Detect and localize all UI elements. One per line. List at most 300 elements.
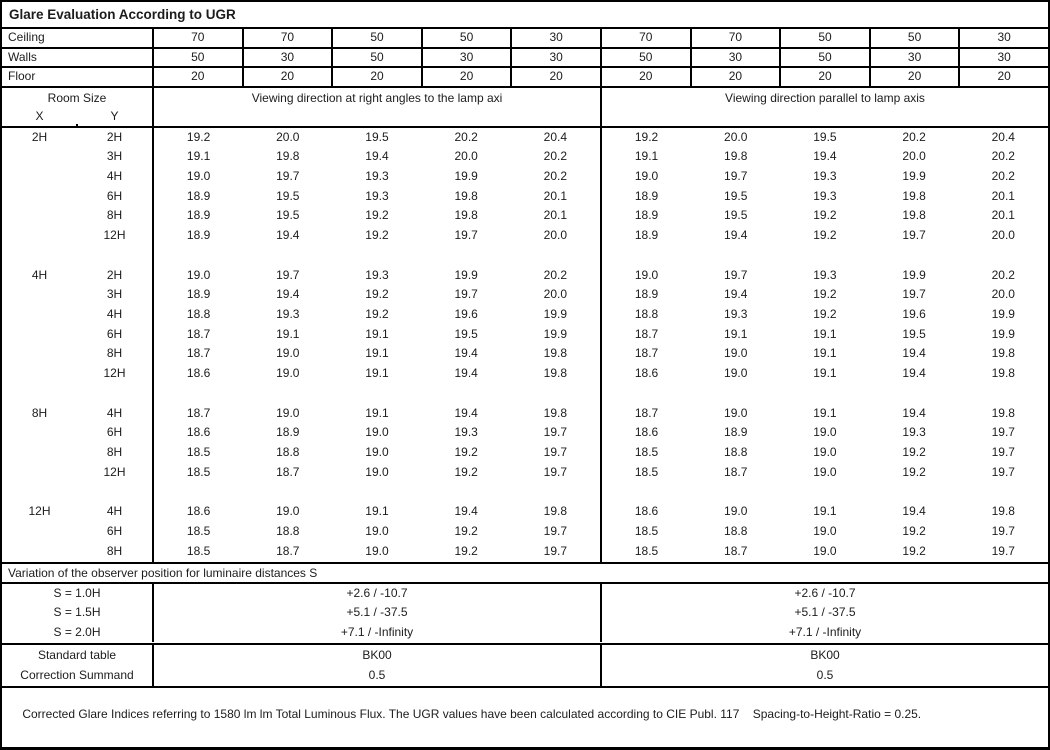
ugr-value: 19.4 <box>454 366 478 381</box>
ugr-value: 18.6 <box>634 366 659 381</box>
ugr-value: 19.4 <box>902 504 926 519</box>
table-row <box>2 522 1048 542</box>
ugr-value: 20.2 <box>991 149 1015 164</box>
label-column-divider <box>152 128 154 562</box>
surface-value: 50 <box>421 29 511 47</box>
ugr-value: 19.4 <box>276 228 300 243</box>
table-row <box>2 463 1048 483</box>
ugr-value: 18.8 <box>634 306 659 321</box>
table-row <box>2 266 1048 286</box>
ugr-value: 18.9 <box>186 208 211 223</box>
ugr-value: 20.2 <box>543 149 568 164</box>
summary-label: Standard table <box>37 647 117 662</box>
ugr-value: 19.2 <box>454 464 478 479</box>
ugr-value: 19.4 <box>454 504 478 519</box>
ugr-value: 18.9 <box>724 425 748 440</box>
ugr-value: 19.7 <box>902 228 926 243</box>
ugr-value: 19.3 <box>454 425 478 440</box>
surface-value: 70 <box>242 29 332 47</box>
ugr-value: 19.7 <box>724 168 748 183</box>
ugr-value: 19.8 <box>724 149 748 164</box>
ugr-value: 18.5 <box>186 523 211 538</box>
ugr-value: 19.2 <box>902 445 926 459</box>
surface-value: 20 <box>958 68 1048 86</box>
room-y-value: 3H <box>106 149 123 164</box>
ugr-value: 18.8 <box>724 523 748 538</box>
room-x-value <box>2 542 77 562</box>
ugr-value: 19.1 <box>724 326 748 341</box>
ugr-value: 19.5 <box>276 188 300 203</box>
ugr-value: 19.3 <box>813 168 837 183</box>
ugr-value: 19.2 <box>902 464 926 479</box>
ugr-value: 20.2 <box>454 129 478 144</box>
variation-row-item <box>2 623 1048 643</box>
ugr-value: 19.7 <box>991 445 1015 459</box>
summary-value-left: 0.5 <box>152 665 600 686</box>
ugr-value: 19.2 <box>454 523 478 538</box>
surface-rows <box>2 29 1048 88</box>
ugr-value: 19.0 <box>813 543 837 558</box>
table-row <box>2 344 1048 364</box>
summary-row <box>2 645 1048 666</box>
ugr-value: 19.2 <box>634 129 659 144</box>
room-x-value <box>2 325 77 345</box>
table-row <box>2 206 1048 226</box>
table-half-divider <box>600 128 602 562</box>
ugr-value: 19.9 <box>991 326 1015 341</box>
ugr-value: 18.7 <box>186 405 211 420</box>
ugr-value: 20.0 <box>276 129 300 144</box>
ugr-value: 18.7 <box>276 543 300 558</box>
room-x-value <box>2 167 77 187</box>
ugr-value: 19.9 <box>543 306 568 321</box>
room-y-value: 6H <box>106 188 123 203</box>
ugr-value: 18.6 <box>186 504 211 519</box>
surface-value: 50 <box>331 29 421 47</box>
room-y-value: 4H <box>106 405 123 420</box>
surface-value: 30 <box>242 49 332 67</box>
block-spacer <box>2 246 1048 266</box>
ugr-value: 19.0 <box>276 366 300 381</box>
table-row <box>2 305 1048 325</box>
surface-row-label: Walls <box>8 49 37 64</box>
ugr-value: 20.1 <box>543 188 568 203</box>
ugr-value: 19.2 <box>813 208 837 223</box>
ugr-value: 20.2 <box>543 168 568 183</box>
ugr-value: 19.7 <box>543 543 568 558</box>
ugr-value: 19.4 <box>902 346 926 361</box>
ugr-value: 19.3 <box>813 267 837 282</box>
ugr-value: 19.4 <box>276 287 300 302</box>
surface-row <box>2 49 1048 69</box>
ugr-value: 20.2 <box>902 129 926 144</box>
ugr-value: 19.4 <box>724 287 748 302</box>
ugr-value: 19.7 <box>454 228 478 243</box>
room-y-value: 12H <box>103 366 126 381</box>
surface-value: 70 <box>600 29 690 47</box>
ugr-value: 19.1 <box>813 346 837 361</box>
ugr-value: 19.1 <box>813 405 837 420</box>
ugr-value: 18.7 <box>724 543 748 558</box>
surface-value: 30 <box>421 49 511 67</box>
room-x-value <box>2 305 77 325</box>
variation-label: S = 2.0H <box>53 624 101 639</box>
surface-value: 30 <box>690 49 780 67</box>
ugr-value: 18.5 <box>186 445 211 459</box>
ugr-value: 19.2 <box>454 543 478 558</box>
ugr-value: 18.9 <box>634 228 659 243</box>
room-y-value: 6H <box>106 425 123 440</box>
room-y-value: 2H <box>106 129 123 144</box>
variation-row-item <box>2 603 1048 623</box>
ugr-value: 19.4 <box>724 228 748 243</box>
variation-value-right: +2.6 / -10.7 <box>600 584 1048 604</box>
ugr-value: 18.5 <box>634 464 659 479</box>
surface-row <box>2 29 1048 49</box>
variation-value-right: +5.1 / -37.5 <box>600 603 1048 623</box>
table-row <box>2 167 1048 187</box>
variation-label: S = 1.0H <box>53 585 101 600</box>
room-x-value <box>2 463 77 483</box>
ugr-value: 19.2 <box>365 287 389 302</box>
ugr-value: 19.1 <box>813 326 837 341</box>
ugr-value: 18.7 <box>186 326 211 341</box>
room-x-value <box>2 147 77 167</box>
ugr-value: 19.0 <box>724 366 748 381</box>
block-spacer <box>2 384 1048 404</box>
ugr-value: 19.5 <box>454 326 478 341</box>
block-spacer <box>2 482 1048 502</box>
ugr-value: 19.2 <box>813 228 837 243</box>
ugr-value: 19.2 <box>365 306 389 321</box>
ugr-value: 19.3 <box>365 188 389 203</box>
ugr-value: 20.1 <box>991 208 1015 223</box>
surface-row <box>2 68 1048 88</box>
ugr-value: 19.0 <box>276 405 300 420</box>
ugr-value: 18.9 <box>634 188 659 203</box>
room-x-value: 4H <box>31 267 48 282</box>
summary-label: Correction Summand <box>20 668 134 682</box>
variation-value-right: +7.1 / -Infinity <box>600 623 1048 643</box>
surface-value: 20 <box>600 68 690 86</box>
surface-value: 20 <box>869 68 959 86</box>
ugr-value: 18.7 <box>634 405 659 420</box>
surface-value: 30 <box>510 29 600 47</box>
ugr-value: 19.8 <box>543 504 568 519</box>
ugr-value: 19.4 <box>454 405 478 420</box>
ugr-value: 18.8 <box>186 306 211 321</box>
ugr-value: 19.8 <box>543 405 568 420</box>
room-y-value: 2H <box>106 267 123 282</box>
ugr-value: 19.7 <box>454 287 478 302</box>
table-row <box>2 128 1048 148</box>
xy-labels <box>2 108 152 124</box>
ugr-value: 18.9 <box>186 287 211 302</box>
ugr-value: 18.6 <box>186 366 211 381</box>
ugr-value: 19.8 <box>543 366 568 381</box>
ugr-value: 19.3 <box>724 306 748 321</box>
ugr-value: 19.1 <box>813 504 837 519</box>
variation-value-left: +5.1 / -37.5 <box>152 603 600 623</box>
room-size-label: Room Size <box>47 90 107 105</box>
room-y-value: 8H <box>106 445 123 459</box>
ugr-value: 19.0 <box>813 445 837 459</box>
room-x-value <box>2 226 77 246</box>
ugr-value: 19.0 <box>365 425 389 440</box>
ugr-value: 19.3 <box>365 168 389 183</box>
ugr-value: 19.7 <box>991 543 1015 558</box>
ugr-value: 19.8 <box>276 149 300 164</box>
ugr-value: 19.0 <box>724 504 748 519</box>
ugr-value: 18.9 <box>186 188 211 203</box>
ugr-value: 18.9 <box>276 425 300 440</box>
right-direction-heading: Viewing direction parallel to lamp axis <box>600 88 1048 126</box>
ugr-value: 18.6 <box>186 425 211 440</box>
ugr-value: 19.4 <box>813 149 837 164</box>
room-y-value: 4H <box>106 306 123 321</box>
ugr-value: 19.7 <box>276 168 300 183</box>
ugr-value: 19.0 <box>634 168 659 183</box>
ugr-value: 19.0 <box>724 346 748 361</box>
room-y-value: 8H <box>106 346 123 361</box>
ugr-value: 20.0 <box>991 228 1015 243</box>
ugr-value: 18.7 <box>634 346 659 361</box>
room-y-value: 4H <box>106 168 123 183</box>
ugr-value: 19.0 <box>365 523 389 538</box>
ugr-value: 20.2 <box>991 168 1015 183</box>
ugr-value: 18.7 <box>276 464 300 479</box>
room-y-value: 12H <box>103 228 126 243</box>
surface-value: 30 <box>958 49 1048 67</box>
ugr-value: 18.7 <box>634 326 659 341</box>
surface-value: 30 <box>510 49 600 67</box>
ugr-data-region <box>2 128 1048 564</box>
table-row <box>2 285 1048 305</box>
ugr-value: 20.2 <box>991 267 1015 282</box>
ugr-value: 19.9 <box>454 267 478 282</box>
ugr-value: 19.1 <box>813 366 837 381</box>
ugr-value: 18.7 <box>724 464 748 479</box>
ugr-value: 20.4 <box>991 129 1015 144</box>
room-y-value: 3H <box>106 287 123 302</box>
room-x-value <box>2 423 77 443</box>
variation-row-item <box>2 584 1048 604</box>
ugr-value: 19.0 <box>186 267 211 282</box>
ugr-value: 19.5 <box>724 188 748 203</box>
ugr-value: 19.0 <box>365 464 389 479</box>
ugr-value: 20.0 <box>454 149 478 164</box>
ugr-value: 19.2 <box>902 523 926 538</box>
summary-value-right: 0.5 <box>600 665 1048 686</box>
ugr-value: 19.4 <box>365 149 389 164</box>
ugr-value: 19.5 <box>276 208 300 223</box>
ugr-value: 19.0 <box>813 425 837 440</box>
ugr-value: 19.1 <box>634 149 659 164</box>
ugr-value: 19.1 <box>186 149 211 164</box>
ugr-value: 19.8 <box>991 366 1015 381</box>
table-row <box>2 325 1048 345</box>
room-x-value <box>2 187 77 207</box>
table-row <box>2 423 1048 443</box>
ugr-value: 19.0 <box>276 504 300 519</box>
surface-row-label: Floor <box>8 69 36 83</box>
ugr-value: 20.0 <box>724 129 748 144</box>
ugr-value: 18.7 <box>186 346 211 361</box>
ugr-value: 18.5 <box>186 464 211 479</box>
ugr-value: 19.2 <box>454 445 478 459</box>
ugr-value: 19.8 <box>454 188 478 203</box>
room-y-value: 6H <box>106 523 123 538</box>
table-row <box>2 187 1048 207</box>
ugr-value: 18.8 <box>724 445 748 459</box>
room-y-value: 8H <box>106 543 123 558</box>
ugr-data-rows <box>2 128 1048 562</box>
room-y-value: 12H <box>103 464 126 479</box>
surface-value: 20 <box>152 68 242 86</box>
table-row <box>2 404 1048 424</box>
ugr-value: 19.2 <box>365 228 389 243</box>
table-row <box>2 443 1048 463</box>
ugr-value: 19.7 <box>991 464 1015 479</box>
ugr-value: 19.2 <box>813 306 837 321</box>
ugr-value: 19.0 <box>276 346 300 361</box>
ugr-value: 19.7 <box>991 425 1015 440</box>
ugr-value: 19.7 <box>543 425 568 440</box>
ugr-value: 19.3 <box>276 306 300 321</box>
direction-header-row <box>2 88 1048 128</box>
ugr-value: 19.9 <box>902 168 926 183</box>
summary-value-right: BK00 <box>600 645 1048 666</box>
ugr-value: 18.8 <box>276 445 300 459</box>
table-row <box>2 147 1048 167</box>
ugr-value: 19.5 <box>902 326 926 341</box>
room-y-value: 8H <box>106 208 123 223</box>
ugr-value: 19.2 <box>813 287 837 302</box>
ugr-value: 19.4 <box>454 346 478 361</box>
ugr-value: 20.0 <box>902 149 926 164</box>
ugr-value: 19.7 <box>724 267 748 282</box>
ugr-value: 19.0 <box>365 445 389 459</box>
observer-variation-section <box>2 584 1048 645</box>
ugr-value: 19.3 <box>365 267 389 282</box>
summary-row <box>2 665 1048 686</box>
ugr-value: 19.0 <box>186 168 211 183</box>
surface-value: 50 <box>331 49 421 67</box>
ugr-value: 19.5 <box>724 208 748 223</box>
surface-value: 20 <box>331 68 421 86</box>
ugr-value: 18.9 <box>634 208 659 223</box>
ugr-value: 19.5 <box>813 129 837 144</box>
ugr-value: 19.3 <box>902 425 926 440</box>
ugr-value: 19.8 <box>902 188 926 203</box>
table-title-row <box>2 2 1048 29</box>
room-x-value <box>2 344 77 364</box>
surface-row-label: Ceiling <box>8 30 45 44</box>
ugr-value: 19.8 <box>991 504 1015 519</box>
left-direction-heading: Viewing direction at right angles to the lamp axi <box>152 88 600 126</box>
surface-value: 30 <box>958 29 1048 47</box>
surface-value: 50 <box>869 29 959 47</box>
variation-heading: Variation of the observer position for luminaire distances S <box>8 565 318 580</box>
ugr-value: 19.1 <box>365 326 389 341</box>
ugr-value: 18.5 <box>634 523 659 538</box>
ugr-value: 19.7 <box>991 523 1015 538</box>
ugr-value: 20.4 <box>543 129 568 144</box>
ugr-value: 19.8 <box>902 208 926 223</box>
ugr-value: 19.7 <box>543 445 568 459</box>
ugr-value: 19.2 <box>902 543 926 558</box>
ugr-value: 19.0 <box>365 543 389 558</box>
ugr-value: 19.7 <box>543 464 568 479</box>
surface-value: 50 <box>152 49 242 67</box>
room-y-value: 4H <box>106 504 123 519</box>
ugr-value: 19.9 <box>902 267 926 282</box>
ugr-value: 18.8 <box>276 523 300 538</box>
ugr-value: 19.0 <box>634 267 659 282</box>
ugr-value: 19.6 <box>902 306 926 321</box>
y-axis-label: Y <box>110 108 119 123</box>
ugr-value: 18.5 <box>634 445 659 459</box>
surface-value: 20 <box>779 68 869 86</box>
ugr-value: 19.1 <box>365 504 389 519</box>
surface-value: 50 <box>600 49 690 67</box>
footer-note <box>2 688 1048 735</box>
ugr-value: 20.2 <box>543 267 568 282</box>
ugr-value: 19.2 <box>365 208 389 223</box>
ugr-value: 19.8 <box>991 346 1015 361</box>
room-x-value <box>2 522 77 542</box>
ugr-value: 20.1 <box>543 208 568 223</box>
room-x-value <box>2 364 77 384</box>
ugr-value: 19.4 <box>902 366 926 381</box>
ugr-value: 19.0 <box>813 464 837 479</box>
surface-value: 50 <box>779 49 869 67</box>
ugr-value: 19.1 <box>365 366 389 381</box>
surface-value: 20 <box>421 68 511 86</box>
ugr-value: 19.5 <box>365 129 389 144</box>
ugr-value: 19.8 <box>991 405 1015 420</box>
ugr-value: 19.6 <box>454 306 478 321</box>
table-row <box>2 226 1048 246</box>
room-y-value: 6H <box>106 326 123 341</box>
ugr-value: 19.9 <box>991 306 1015 321</box>
table-row <box>2 542 1048 562</box>
ugr-value: 20.0 <box>543 228 568 243</box>
ugr-value: 18.9 <box>186 228 211 243</box>
surface-value: 20 <box>242 68 332 86</box>
ugr-value: 19.7 <box>902 287 926 302</box>
ugr-value: 19.9 <box>543 326 568 341</box>
surface-value: 70 <box>152 29 242 47</box>
ugr-value: 18.6 <box>634 504 659 519</box>
ugr-value: 19.0 <box>724 405 748 420</box>
surface-value: 20 <box>690 68 780 86</box>
room-x-value: 2H <box>31 129 48 144</box>
surface-value: 50 <box>779 29 869 47</box>
ugr-value: 18.9 <box>634 287 659 302</box>
ugr-value: 19.8 <box>454 208 478 223</box>
table-row <box>2 502 1048 522</box>
page-title: Glare Evaluation According to UGR <box>9 7 236 22</box>
surface-value: 70 <box>690 29 780 47</box>
room-size-header <box>2 88 152 126</box>
variation-value-left: +2.6 / -10.7 <box>152 584 600 604</box>
ugr-value: 19.8 <box>543 346 568 361</box>
room-x-value <box>2 206 77 226</box>
variation-label: S = 1.5H <box>53 605 101 620</box>
summary-section <box>2 645 1048 688</box>
ugr-value: 19.1 <box>276 326 300 341</box>
